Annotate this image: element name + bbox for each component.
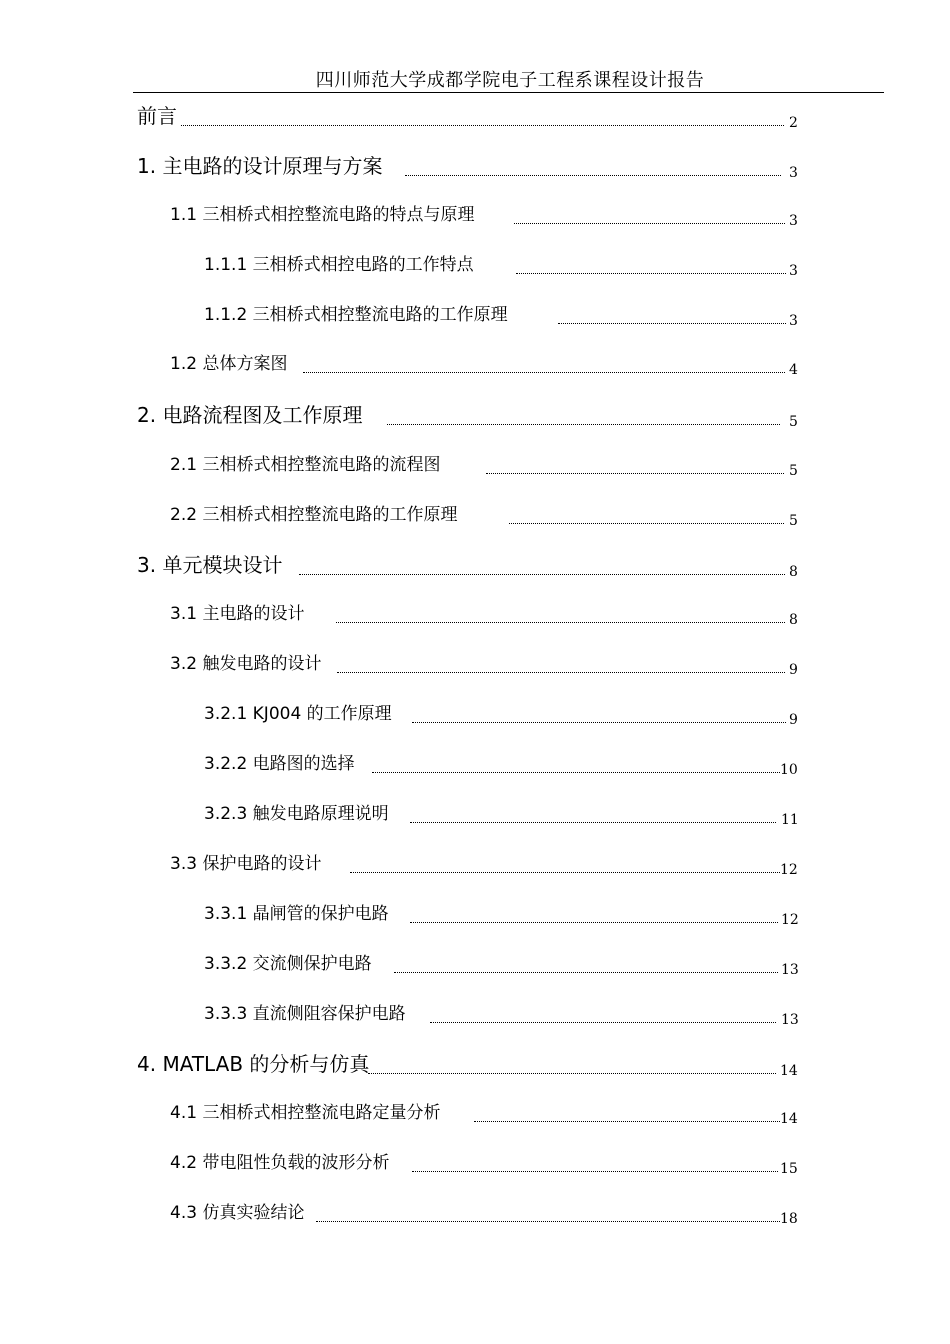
toc-entry-chapter-4[interactable] — [137, 1048, 799, 1079]
toc-page-number: 14 — [780, 1111, 798, 1127]
toc-dot-leader — [336, 622, 785, 623]
toc-dot-leader — [509, 523, 784, 524]
toc-entry-section-2-1[interactable] — [170, 448, 799, 479]
toc-dot-leader — [430, 1022, 776, 1023]
toc-dot-leader — [372, 772, 780, 773]
toc-dot-leader — [412, 1171, 778, 1172]
toc-page-number: 8 — [789, 564, 798, 580]
toc-entry-section-4-3[interactable] — [170, 1196, 799, 1227]
toc-entry-chapter-2[interactable] — [137, 399, 799, 430]
toc-entry-subsection-3-2-1[interactable] — [204, 697, 799, 728]
toc-dot-leader — [316, 1221, 780, 1222]
toc-entry-section-4-1[interactable] — [170, 1096, 799, 1127]
toc-entry-label: 1.1.1 三相桥式相控电路的工作特点 — [204, 255, 474, 275]
toc-entry-subsection-3-3-1[interactable] — [204, 897, 799, 928]
toc-entry-subsection-1-1-1[interactable] — [204, 248, 799, 279]
toc-entry-label: 3.3.3 直流侧阻容保护电路 — [204, 1004, 406, 1024]
toc-page-number: 15 — [780, 1161, 798, 1177]
toc-page-number: 10 — [780, 762, 798, 778]
toc-page-number: 4 — [789, 362, 798, 378]
toc-entry-section-1-2[interactable] — [170, 347, 799, 378]
toc-dot-leader — [387, 424, 780, 425]
toc-entry-label: 4. MATLAB 的分析与仿真 — [137, 1052, 370, 1076]
toc-page-number: 5 — [789, 463, 798, 479]
toc-entry-label: 3.1 主电路的设计 — [170, 604, 305, 624]
toc-entry-label: 3.2.2 电路图的选择 — [204, 754, 355, 774]
toc-entry-label: 2.2 三相桥式相控整流电路的工作原理 — [170, 505, 458, 525]
toc-dot-leader — [405, 175, 781, 176]
toc-dot-leader — [558, 323, 786, 324]
toc-entry-section-3-2[interactable] — [170, 647, 799, 678]
toc-entry-subsection-3-2-3[interactable] — [204, 797, 799, 828]
toc-dot-leader — [486, 473, 784, 474]
toc-dot-leader — [412, 722, 786, 723]
toc-entry-label: 3. 单元模块设计 — [137, 553, 283, 577]
toc-page-number: 9 — [789, 712, 798, 728]
toc-entry-section-4-2[interactable] — [170, 1146, 799, 1177]
toc-entry-subsection-1-1-2[interactable] — [204, 298, 799, 329]
report-header-title: 四川师范大学成都学院电子工程系课程设计报告 — [315, 70, 705, 91]
toc-entry-section-3-1[interactable] — [170, 597, 799, 628]
toc-entry-section-1-1[interactable] — [170, 198, 799, 229]
toc-dot-leader — [181, 125, 784, 126]
toc-entry-subsection-3-3-2[interactable] — [204, 947, 799, 978]
toc-page-number: 18 — [780, 1211, 798, 1227]
toc-entry-label: 2.1 三相桥式相控整流电路的流程图 — [170, 455, 441, 475]
toc-entry-subsection-3-3-3[interactable] — [204, 997, 799, 1028]
toc-page-number: 2 — [789, 115, 798, 131]
toc-page-number: 3 — [789, 313, 798, 329]
toc-entry-label: 前言 — [137, 104, 177, 128]
toc-dot-leader — [299, 574, 785, 575]
toc-page-number: 14 — [780, 1063, 798, 1079]
toc-entry-label: 3.3.2 交流侧保护电路 — [204, 954, 372, 974]
toc-entry-label: 3.3.1 晶闸管的保护电路 — [204, 904, 389, 924]
toc-dot-leader — [516, 273, 786, 274]
toc-page-number: 11 — [781, 812, 799, 828]
toc-page-number: 3 — [789, 263, 798, 279]
toc-dot-leader — [474, 1121, 780, 1122]
toc-page-number: 13 — [781, 1012, 799, 1028]
toc-entry-label: 1. 主电路的设计原理与方案 — [137, 154, 383, 178]
toc-dot-leader — [368, 1073, 776, 1074]
toc-entry-label: 3.2.1 KJ004 的工作原理 — [204, 704, 392, 724]
toc-entry-label: 4.3 仿真实验结论 — [170, 1203, 305, 1223]
toc-entry-label: 1.1 三相桥式相控整流电路的特点与原理 — [170, 205, 475, 225]
toc-entry-label: 1.2 总体方案图 — [170, 354, 288, 374]
toc-entry-preface[interactable] — [137, 100, 799, 131]
toc-entry-label: 4.2 带电阻性负载的波形分析 — [170, 1153, 390, 1173]
toc-dot-leader — [303, 372, 785, 373]
toc-dot-leader — [337, 672, 785, 673]
toc-entry-label: 3.3 保护电路的设计 — [170, 854, 322, 874]
toc-dot-leader — [514, 223, 785, 224]
toc-dot-leader — [394, 972, 778, 973]
toc-dot-leader — [410, 822, 776, 823]
toc-page-number: 13 — [781, 962, 799, 978]
toc-entry-label: 4.1 三相桥式相控整流电路定量分析 — [170, 1103, 441, 1123]
toc-page-number: 3 — [789, 213, 798, 229]
toc-page-number: 5 — [789, 513, 798, 529]
toc-entry-section-3-3[interactable] — [170, 847, 799, 878]
toc-entry-section-2-2[interactable] — [170, 498, 799, 529]
toc-entry-subsection-3-2-2[interactable] — [204, 747, 799, 778]
toc-entry-chapter-1[interactable] — [137, 150, 799, 181]
toc-dot-leader — [410, 922, 778, 923]
toc-page-number: 12 — [781, 912, 799, 928]
toc-entry-chapter-3[interactable] — [137, 549, 799, 580]
toc-entry-label: 3.2.3 触发电路原理说明 — [204, 804, 389, 824]
toc-dot-leader — [350, 872, 780, 873]
toc-page-number: 12 — [780, 862, 798, 878]
toc-entry-label: 3.2 触发电路的设计 — [170, 654, 322, 674]
toc-page-number: 8 — [789, 612, 798, 628]
header-divider — [133, 92, 884, 93]
toc-page-number: 3 — [789, 165, 798, 181]
toc-entry-label: 1.1.2 三相桥式相控整流电路的工作原理 — [204, 305, 508, 325]
toc-page-number: 9 — [789, 662, 798, 678]
toc-entry-label: 2. 电路流程图及工作原理 — [137, 403, 363, 427]
toc-page-number: 5 — [789, 414, 798, 430]
